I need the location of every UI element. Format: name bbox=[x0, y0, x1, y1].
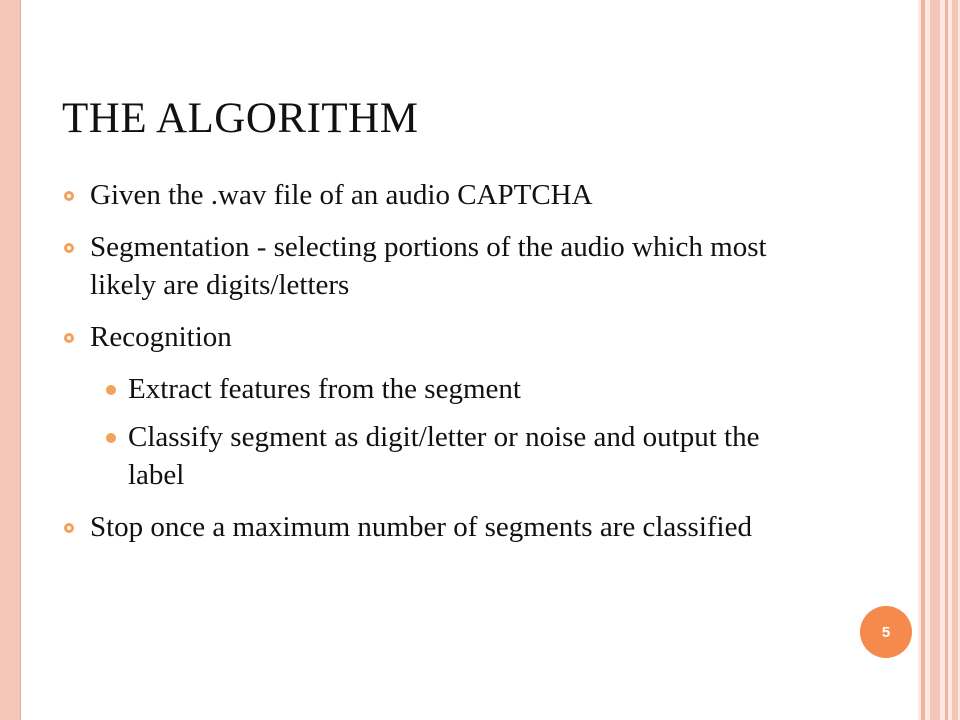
frame-stripe bbox=[921, 0, 925, 720]
frame-stripe bbox=[952, 0, 958, 720]
ring-bullet-icon bbox=[64, 191, 74, 201]
sub-bullet-text: Classify segment as digit/letter or noise and output the label bbox=[128, 421, 760, 491]
bullet-text: Recognition bbox=[90, 321, 232, 353]
dot-bullet-icon bbox=[106, 385, 116, 395]
ring-bullet-icon bbox=[64, 523, 74, 533]
bullet-text: Given the .wav file of an audio CAPTCHA bbox=[90, 179, 593, 211]
bullet-item bbox=[62, 318, 802, 356]
ring-bullet-icon bbox=[64, 243, 74, 253]
frame-stripe bbox=[945, 0, 948, 720]
bullet-text: Segmentation - selecting portions of the audio which most likely are digits/letters bbox=[90, 231, 767, 301]
ring-bullet-icon bbox=[64, 333, 74, 343]
bullet-item bbox=[62, 508, 802, 546]
dot-bullet-icon bbox=[106, 433, 116, 443]
bullet-item bbox=[62, 176, 802, 214]
sub-bullet-item bbox=[62, 370, 802, 408]
right-frame-border bbox=[918, 0, 960, 720]
bullet-item bbox=[62, 228, 802, 304]
bullet-list bbox=[62, 176, 802, 560]
page-number-badge: 5 bbox=[860, 606, 912, 658]
bullet-text: Stop once a maximum number of segments are classified bbox=[90, 511, 752, 543]
frame-stripe bbox=[930, 0, 940, 720]
sub-bullet-text: Extract features from the segment bbox=[128, 373, 521, 405]
sub-bullet-item bbox=[62, 418, 802, 494]
slide-title: THE ALGORITHM bbox=[62, 95, 419, 142]
left-frame-border bbox=[0, 0, 21, 720]
